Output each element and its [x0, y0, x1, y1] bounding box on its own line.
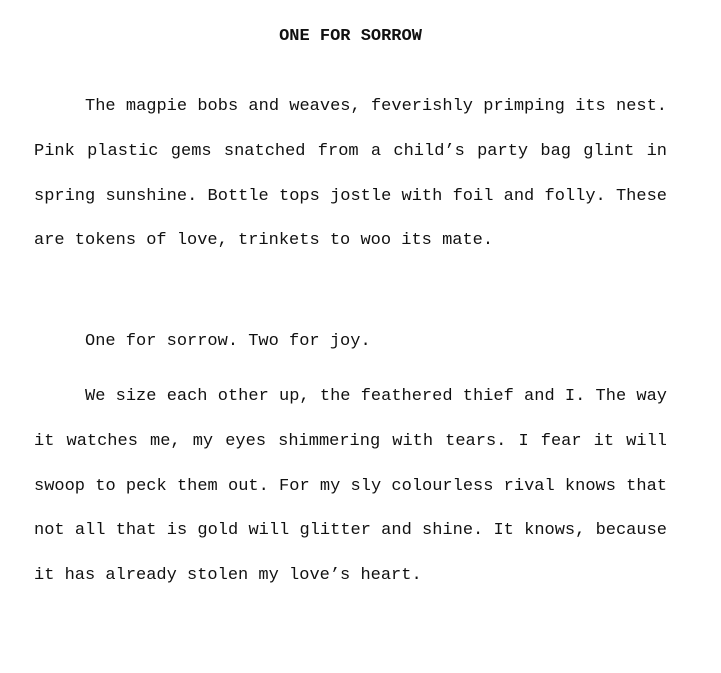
paragraph-3: We size each other up, the feathered thief and I. The way it watches me, my eyes shimmering with tears. I fear it will swoop to peck them out. For my sly colourless rival knows that not all that is gold will glitter and shine. It knows, because it has already stolen my love’s heart.: [34, 387, 667, 586]
paragraph-2: One for sorrow. Two for joy.: [85, 332, 371, 351]
paragraph-1: The magpie bobs and weaves, feverishly primping its nest. Pink plastic gems snatched from a child’s party bag glint in spring sunshine. Bottle tops jostle with foil and folly. These are tokens of love, trinkets to woo its mate.: [34, 97, 667, 251]
document-title: ONE FOR SORROW: [279, 27, 422, 46]
